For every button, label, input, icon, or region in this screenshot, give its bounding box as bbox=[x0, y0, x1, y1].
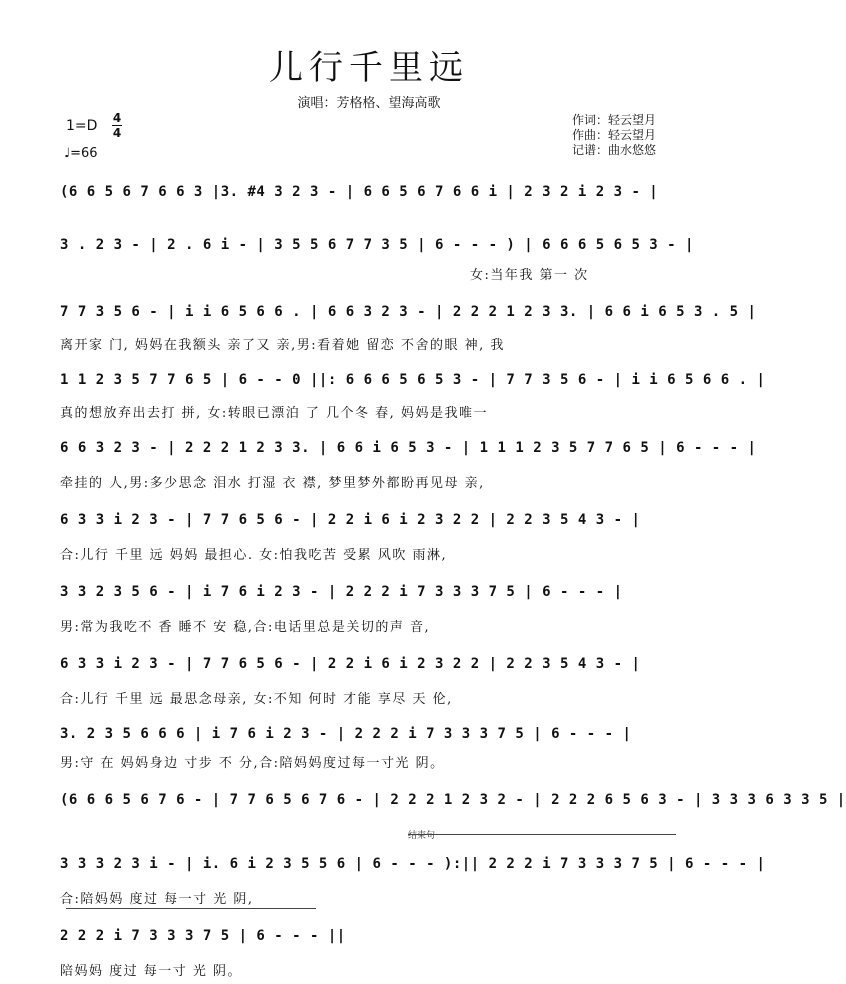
score-line-1: (6 6 5 6 7 6 6 3 |3. #4 3 2 3 - | 6 6 5 6 7 6 6 i | 2 3 2 i 2 3 - | bbox=[60, 184, 659, 200]
score-line-11: 3 3 3 2 3 i - | i. 6 i 2 3 5 5 6 | 6 - - - ):|| 2 2 2 i 7 3 3 3 7 5 | 6 - - - | bbox=[60, 856, 766, 872]
lyricist-credit: 作词：轻云望月 bbox=[572, 113, 657, 127]
score-line-3: 7 7 3 5 6 - | i i 6 5 6 6 . | 6 6 3 2 3 - | 2 2 2 1 2 3 3. | 6 6 i 6 5 3 . 5 | bbox=[60, 304, 757, 320]
key-signature: 1=D bbox=[66, 118, 98, 134]
lyric-line-8: 合:儿行 千里 远 最思念母亲, 女:不知 何时 才能 享尽 天 伦, bbox=[60, 692, 453, 707]
score-line-9: 3. 2 3 5 6 6 6 | i 7 6 i 2 3 - | 2 2 2 i 7 3 3 3 7 5 | 6 - - - | bbox=[60, 726, 632, 742]
tail-bracket bbox=[66, 908, 316, 909]
score-line-12: 2 2 2 i 7 3 3 3 7 5 | 6 - - - || bbox=[60, 928, 346, 944]
song-title: 儿行千里远 bbox=[269, 48, 469, 88]
composer-credit: 作曲：轻云望月 bbox=[572, 128, 657, 142]
score-line-4: 1 1 2 3 5 7 7 6 5 | 6 - - 0 ||: 6 6 6 5 6 5 3 - | 7 7 3 5 6 - | i i 6 5 6 6 . | bbox=[60, 372, 766, 388]
singers-line: 演唱：芳格格、望海高歌 bbox=[297, 96, 441, 111]
time-signature-bottom: 4 bbox=[112, 126, 122, 140]
score-line-10: (6 6 6 5 6 7 6 - | 7 7 6 5 6 7 6 - | 2 2 2 1 2 3 2 - | 2 2 2 6 5 6 3 - | 3 3 3 6 3 3 5 | bbox=[60, 792, 846, 808]
lyric-line-5: 牵挂的 人,男:多少思念 泪水 打湿 衣 襟, 梦里梦外都盼再见母 亲, bbox=[60, 476, 485, 491]
score-line-2: 3 . 2 3 - | 2 . 6 i - | 3 5 5 6 7 7 3 5 | 6 - - - ) | 6 6 6 5 6 5 3 - | bbox=[60, 237, 694, 253]
lyric-line-11: 合:陪妈妈 度过 每一寸 光 阴, bbox=[60, 892, 254, 907]
lyric-line-7: 男:常为我吃不 香 睡不 安 稳,合:电话里总是关切的声 音, bbox=[60, 620, 431, 635]
lyric-line-12: 陪妈妈 度过 每一寸 光 阴。 bbox=[60, 964, 243, 979]
tempo-mark: ♩=66 bbox=[64, 146, 98, 161]
time-signature bbox=[112, 112, 122, 139]
transcriber-credit: 记谱：曲水悠悠 bbox=[572, 143, 657, 157]
lyric-line-6: 合:儿行 千里 远 妈妈 最担心. 女:怕我吃苦 受累 风吹 雨淋, bbox=[60, 548, 448, 563]
score-line-8: 6 3 3 i 2 3 - | 7 7 6 5 6 - | 2 2 i 6 i 2 3 2 2 | 2 2 3 5 4 3 - | bbox=[60, 656, 641, 672]
end-section-label: 结束句 bbox=[408, 831, 436, 841]
credits bbox=[572, 113, 656, 158]
score-line-5: 6 6 3 2 3 - | 2 2 2 1 2 3 3. | 6 6 i 6 5 3 - | 1 1 1 2 3 5 7 7 6 5 | 6 - - - | bbox=[60, 440, 757, 456]
score-line-7: 3 3 2 3 5 6 - | i 7 6 i 2 3 - | 2 2 2 i 7 3 3 3 7 5 | 6 - - - | bbox=[60, 584, 623, 600]
lyric-line-2: 女:当年我 第一 次 bbox=[470, 268, 589, 283]
score-line-6: 6 3 3 i 2 3 - | 7 7 6 5 6 - | 2 2 i 6 i 2 3 2 2 | 2 2 3 5 4 3 - | bbox=[60, 512, 641, 528]
lyric-line-4: 真的想放弃出去打 拼, 女:转眼已漂泊 了 几个冬 春, 妈妈是我唯一 bbox=[60, 406, 488, 421]
lyric-line-1 bbox=[60, 208, 690, 226]
end-section-bracket bbox=[408, 834, 676, 835]
time-signature-top: 4 bbox=[112, 111, 122, 125]
lyric-line-9: 男:守 在 妈妈身边 寸步 不 分,合:陪妈妈度过每一寸光 阴。 bbox=[60, 756, 445, 771]
lyric-line-3: 离开家 门, 妈妈在我额头 亲了又 亲,男:看着她 留恋 不舍的眼 神, 我 bbox=[60, 338, 505, 353]
